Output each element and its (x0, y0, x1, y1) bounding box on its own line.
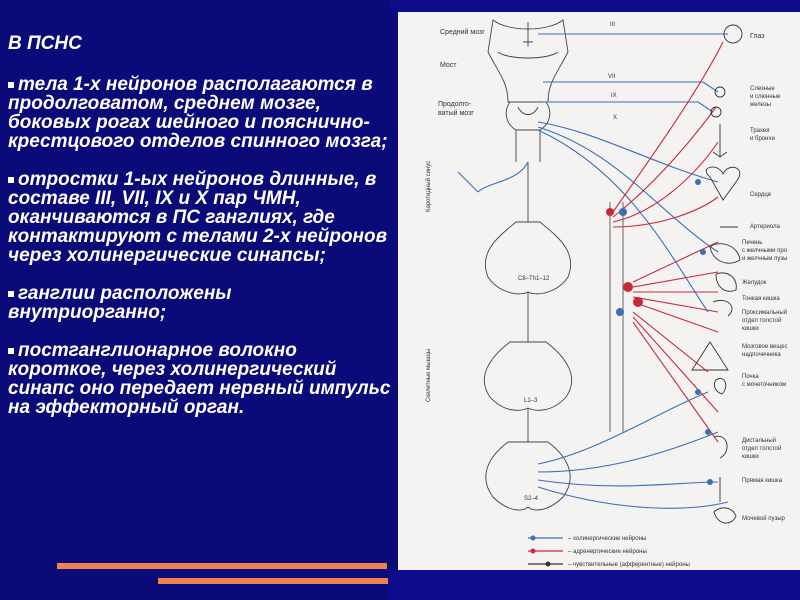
organ-label: Мозговое вещес (742, 344, 788, 350)
organ-label: железы (750, 102, 771, 108)
organ-label: Трахея (750, 128, 770, 134)
label-segment-sacral: S2–4 (524, 496, 539, 502)
ganglia (606, 179, 713, 485)
brain-stem (488, 20, 568, 162)
diagram-svg (398, 12, 800, 570)
slide-title: В ПСНС (8, 33, 82, 54)
organ-label: Слезные (750, 86, 775, 92)
organ-label: Прямая кишка (742, 478, 783, 484)
bullet-text: ганглии расположены внутриорганно; (8, 283, 232, 323)
organ-label: Проксимальный (742, 310, 788, 316)
spinal-cord (484, 162, 571, 510)
label-nerve-ix: IX (611, 93, 617, 99)
organ-label: кишки (742, 326, 759, 332)
bullet-4 (8, 341, 392, 417)
label-medulla-2: ватый мозг (438, 110, 474, 117)
organ-label: с желчными про (742, 248, 788, 254)
cholinergic-pathways (458, 34, 728, 508)
bullet-text: постганглионарное волокно короткое, через холинергический синапс оно передает нервный импульс на эффекторный орган. (8, 340, 391, 418)
organ-label: Артериола (750, 224, 780, 230)
organ-label: с мочеточником (742, 382, 787, 388)
legend (528, 535, 690, 568)
decor-bar-1 (57, 563, 387, 569)
label-medulla-1: Продолго- (438, 101, 472, 108)
organ-label: надпочечника (742, 352, 781, 358)
organ-label: Сердце (750, 192, 772, 198)
text-column (8, 34, 392, 436)
organ-label: и желчным пузы (742, 256, 788, 262)
bullet-text: отростки 1-ых нейронов длинные, в составе III, VII, IX и X пар ЧМН, оканчиваются в ПС ганглиях, где контактируют с телами 2-х нейронов через холинергические синапсы; (8, 169, 388, 266)
label-carotid: Каротидный синус (426, 160, 432, 212)
bullet-dot (8, 348, 14, 354)
organ-label: отдел толстой (742, 446, 782, 452)
organ-label: отдел толстой (742, 318, 782, 324)
bullet-dot (8, 291, 14, 297)
sympathetic-chain (610, 202, 623, 432)
label-nerve-vii: VII (608, 74, 616, 80)
organ-label: Мочевой пузыр (742, 516, 785, 522)
organ-label: и бронхи (750, 136, 775, 142)
legend-adrenergic: – адренергические нейроны (568, 549, 647, 555)
autonomic-diagram (398, 12, 800, 570)
organ-label: Печень (742, 240, 763, 246)
label-skeletal: Скелетные мышцы (426, 348, 432, 402)
organ-label: и слюнные (750, 94, 781, 100)
bullet-dot (8, 177, 14, 183)
organ-label: кишки (742, 454, 759, 460)
bullet-3 (8, 284, 392, 322)
organ-label: Тонкая кишка (742, 296, 780, 302)
organ-labels (742, 33, 788, 522)
label-nerve-iii: III (610, 22, 616, 28)
legend-cholinergic: – холинергические нейроны (568, 536, 647, 542)
bullet-1 (8, 75, 392, 151)
label-pons: Мост (440, 62, 457, 69)
organ-label: Почка (742, 374, 759, 380)
bottom-strip (388, 570, 800, 600)
legend-sensory: – чувствительные (афферентные) нейроны (568, 562, 690, 568)
label-segment-lumbar: L1–3 (524, 398, 538, 404)
decor-bar-2 (158, 578, 390, 584)
label-midbrain: Средний мозг (440, 29, 485, 36)
label-nerve-x: X (613, 115, 618, 121)
organ-icons (692, 25, 742, 523)
label-segment-thoracic: C8–Th1–12 (518, 276, 550, 282)
organ-label: Желудок (742, 280, 767, 286)
organ-label: Дистальный (742, 438, 777, 444)
organ-label: Глаз (750, 33, 765, 40)
bullet-text: тела 1-х нейронов располагаются в продолговатом, среднем мозге, боковых рогах шейного и пояснично-крестцового отделов спинного мозга; (8, 74, 388, 152)
bullet-2 (8, 170, 392, 265)
bullet-dot (8, 82, 14, 88)
